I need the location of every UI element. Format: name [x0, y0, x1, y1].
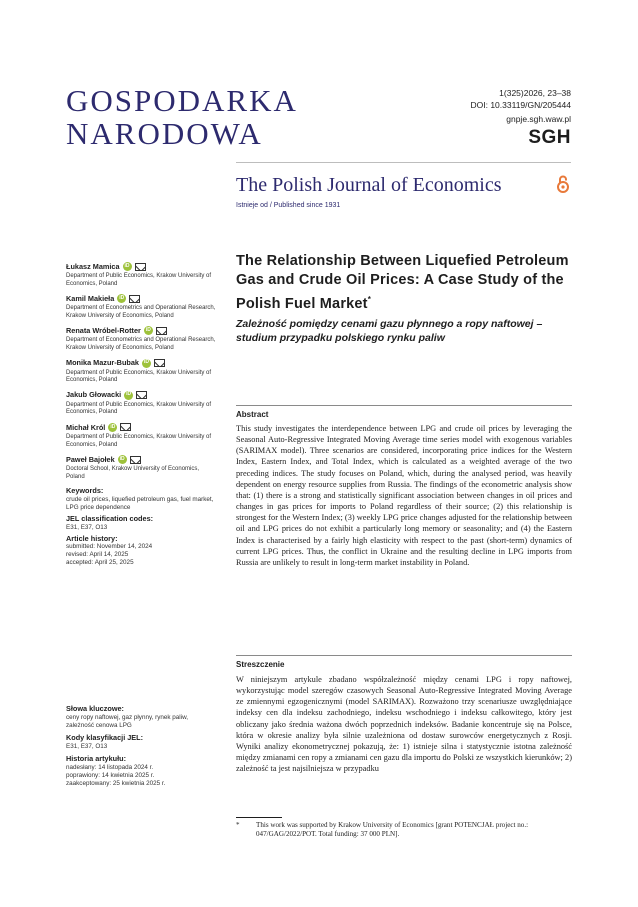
streszczenie-text: W niniejszym artykule zbadano współzależność między cenami LPG i ropy naftowej, wykorzystując model szeregów czasowych Seasonal Auto-Regressive Integrated Moving Average ze zmiennymi egzogenicznymi (model SARIMAX). Rozważono trzy scenariusze uwzględniające indeksy cen dla indeksu zachodniego, indeksu wschodniego i indeksu całkowitego, który jest obliczany jako średnia ważona dwóch poprzednich indeksów. Badanie koncentruje się na Polsce, która w okresie analizy była silnie uzależniona od dostaw surowców energetycznych z Rosji. Wyniki analizy ekonometrycznej pokazują, że: 1) istnieje silna i statystycznie istotna zależność między zmianami cen ropy a zmianami cen gazu dla importu do Polski ze wszystkich kierunków; 2) zależność ta jest najsilniejsza w przypadku: [236, 675, 572, 774]
orcid-icon[interactable]: iD: [124, 391, 133, 400]
email-icon[interactable]: [156, 327, 167, 335]
streszczenie-heading: Streszczenie: [236, 660, 285, 669]
abstract-text: This study investigates the interdependence between LPG and crude oil prices by leveraging the Seasonal Auto-Regressive Integrated Moving Average time series model with exogenous variables (SARIMAX model). Three scenarios are considered, incorporating price indices for the Western Index, Eastern Index, and Total Index, which is calculated as a weighted average of the two preceding indices. The study focuses on Poland, which, during the analysed period, was heavily dependent on energy resource supplies from Russia. The findings of the econometric analysis show that: (1) there is a strong and statistically significant association between changes in oil prices and changes in gas prices for imports to Poland regardless of their source; (2) this relationship is strongest for the Western Index; (3) weekly LPG price changes adjusted for the relationship between oil and LPG prices do not exhibit a particularly long memory or seasonality; and (4) the Eastern Index is characterised by a fairly high elasticity with respect to the past (short-term) dynamics of current LPG prices. Thus, the conflict in Ukraine and the resulting decline in LPG imports from Russia are unlikely to result in long-term market instability in Poland.: [236, 424, 572, 567]
author-name: Monika Mazur-Bubak: [66, 358, 139, 368]
author-affiliation: Department of Public Economics, Krakow University of Economics, Poland: [66, 273, 212, 287]
journal-title-line2: NARODOWA: [66, 116, 263, 151]
pl-history-accepted: zaakceptowany: 25 kwietnia 2025 r.: [66, 780, 166, 787]
author-entry: [66, 423, 216, 449]
article-title: [236, 252, 572, 314]
author-name: Kamil Makieła: [66, 293, 115, 303]
published-since: Istnieje od / Published since 1931: [236, 202, 341, 209]
author-affiliation: Department of Econometrics and Operational Research, Krakow University of Economics, Poland: [66, 337, 216, 351]
pl-history-submitted: nadesłany: 14 listopada 2024 r.: [66, 764, 154, 771]
author-entry: [66, 326, 216, 352]
journal-url[interactable]: gnpje.sgh.waw.pl: [506, 114, 571, 124]
email-icon[interactable]: [129, 295, 140, 303]
orcid-icon[interactable]: iD: [108, 423, 117, 432]
keywords-text: crude oil prices, liquefied petroleum gas, fuel market, LPG price dependence: [66, 495, 214, 511]
journal-subtitle: The Polish Journal of Economics: [236, 174, 502, 196]
history-label: Article history:: [66, 533, 118, 543]
footnote-rule: [236, 817, 282, 818]
article-title-text: The Relationship Between Liquefied Petroleum Gas and Crude Oil Prices: A Case Study of the Polish Fuel Market: [236, 253, 569, 312]
header-divider: [236, 162, 571, 163]
footnote-text: This work was supported by Krakow University of Economics [grant POTENCJAŁ project no.: 047/GAG/2022/POT. Total funding: 37 000 PLN].: [256, 821, 529, 839]
jel-label: JEL classification codes:: [66, 513, 154, 523]
article-subtitle-pl: Zależność pomiędzy cenami gazu płynnego a ropy naftowej – studium przypadku polskiego rynku paliw: [236, 317, 543, 344]
abstract-rule: [236, 405, 572, 406]
author-affiliation: Department of Public Economics, Krakow University of Economics, Poland: [66, 369, 212, 384]
author-affiliation: Doctoral School, Krakow University of Economics, Poland: [66, 466, 200, 480]
history-accepted: accepted: April 25, 2025: [66, 559, 134, 567]
pl-jel-label: Kody klasyfikacji JEL:: [66, 733, 144, 742]
title-footnote-mark[interactable]: *: [367, 295, 372, 304]
pl-history-revised: poprawiony: 14 kwietnia 2025 r.: [66, 772, 155, 779]
email-icon[interactable]: [130, 456, 141, 464]
streszczenie-rule: [236, 655, 572, 656]
email-icon[interactable]: [135, 263, 146, 271]
email-icon[interactable]: [154, 359, 165, 367]
orcid-icon[interactable]: iD: [142, 359, 151, 368]
author-name: Łukasz Mamica: [66, 261, 120, 271]
author-entry: [66, 455, 216, 481]
orcid-icon[interactable]: iD: [118, 455, 127, 464]
orcid-icon[interactable]: iD: [123, 262, 132, 271]
orcid-icon[interactable]: iD: [144, 326, 153, 335]
orcid-icon[interactable]: iD: [117, 294, 126, 303]
journal-title-line1: GOSPODARKA: [66, 83, 298, 118]
abstract-heading: Abstract: [236, 410, 269, 419]
author-name: Renata Wróbel-Rotter: [66, 326, 141, 336]
email-icon[interactable]: [136, 391, 147, 399]
pl-jel-codes: E31, E37, O13: [66, 743, 108, 750]
doi[interactable]: DOI: 10.33119/GN/205444: [470, 100, 571, 110]
publisher-logo: SGH: [528, 127, 571, 148]
pl-keywords-label: Słowa kluczowe:: [66, 704, 124, 713]
pl-history-label: Historia artykułu:: [66, 754, 127, 763]
author-affiliation: Department of Econometrics and Operational Research, Krakow University of Economics, Poland: [66, 305, 216, 319]
author-entry: [66, 262, 216, 288]
history-revised: revised: April 14, 2025: [66, 551, 129, 559]
author-entry: [66, 294, 216, 320]
keywords-label: Keywords:: [66, 486, 104, 496]
author-name: Paweł Bajołek: [66, 454, 115, 464]
issue-meta: [471, 87, 572, 149]
author-entry: [66, 359, 216, 385]
journal-title: [66, 84, 298, 150]
jel-codes: E31, E37, O13: [66, 523, 108, 531]
author-name: Michał Król: [66, 422, 106, 432]
history-submitted: submitted: November 14, 2024: [66, 543, 153, 551]
open-access-icon: [556, 174, 570, 194]
author-name: Jakub Głowacki: [66, 390, 122, 400]
author-entry: [66, 391, 216, 417]
author-sidebar: [66, 262, 216, 570]
footnote: [236, 821, 572, 839]
polish-meta-sidebar: [66, 702, 216, 791]
author-affiliation: Department of Public Economics, Krakow University of Economics, Poland: [66, 401, 212, 416]
email-icon[interactable]: [120, 423, 131, 431]
author-affiliation: Department of Public Economics, Krakow University of Economics, Poland: [66, 433, 212, 448]
issue-number: 1(325)2026, 23–38: [499, 88, 571, 98]
footnote-mark: *: [236, 821, 240, 829]
article-header: [236, 252, 572, 345]
pl-keywords-text: ceny ropy naftowej, gaz płynny, rynek paliw, zależność cenowa LPG: [66, 714, 189, 729]
